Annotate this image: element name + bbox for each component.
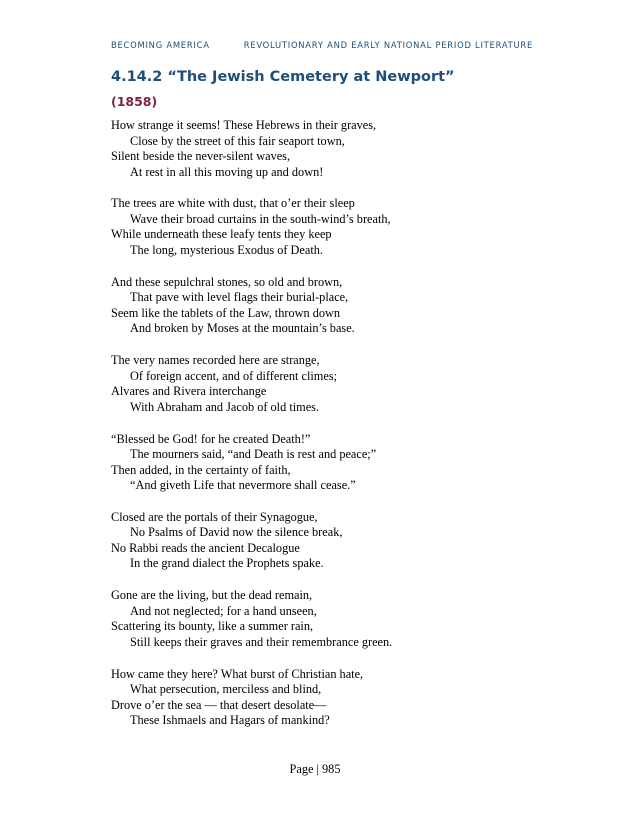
poem-line: Silent beside the never-silent waves,	[111, 149, 291, 163]
poem-line: What persecution, merciless and blind,	[130, 682, 322, 697]
poem-line: Of foreign accent, and of different climes;	[130, 368, 338, 383]
poem-line: Close by the street of this fair seaport town,	[130, 133, 345, 148]
poem-line: At rest in all this moving up and down!	[130, 164, 324, 179]
poem-line: The trees are white with dust, that o’er their sleep	[111, 196, 355, 211]
poem-stanza	[111, 275, 531, 353]
poem-line: Drove o’er the sea — that desert desolate—	[111, 697, 327, 712]
poem-line: No Rabbi reads the ancient Decalogue	[111, 540, 300, 555]
poem-line: That pave with level flags their burial-place,	[130, 290, 349, 305]
poem-line: Scattering its bounty, like a summer rain,	[111, 619, 314, 634]
poem-body	[111, 118, 531, 745]
poem-line: These Ishmaels and Hagars of mankind?	[130, 713, 330, 728]
section-title: 4.14.2 “The Jewish Cemetery at Newport”	[111, 69, 455, 85]
poem-line: With Abraham and Jacob of old times.	[130, 399, 320, 414]
poem-line: In the grand dialect the Prophets spake.	[130, 556, 324, 571]
section-year: (1858)	[111, 94, 158, 109]
poem-line: “Blessed be God! for he created Death!”	[111, 431, 311, 446]
poem-line: Wave their broad curtains in the south-wind’s breath,	[130, 211, 391, 226]
poem-stanza	[111, 353, 531, 431]
poem-line: The mourners said, “and Death is rest and peace;”	[130, 447, 377, 462]
poem-line: Closed are the portals of their Synagogue,	[111, 509, 318, 524]
poem-line: No Psalms of David now the silence break,	[130, 525, 343, 540]
page-number: Page | 985	[289, 762, 341, 776]
poem-stanza	[111, 667, 531, 745]
poem-line: Gone are the living, but the dead remain,	[111, 588, 313, 603]
poem-line: How came they here? What burst of Christian hate,	[111, 666, 364, 681]
poem-line: “And giveth Life that nevermore shall cease.”	[130, 478, 356, 493]
poem-line: Alvares and Rivera interchange	[111, 384, 267, 399]
header-book-title: BECOMING AMERICA	[111, 40, 210, 50]
poem-line: Still keeps their graves and their remembrance green.	[130, 634, 393, 649]
poem-line: And these sepulchral stones, so old and brown,	[111, 274, 343, 289]
poem-stanza	[111, 510, 531, 588]
poem-line: And broken by Moses at the mountain’s base.	[130, 321, 355, 336]
poem-line: Seem like the tablets of the Law, thrown down	[111, 305, 341, 320]
poem-stanza	[111, 196, 531, 274]
running-header	[111, 40, 533, 50]
poem-line: The very names recorded here are strange,	[111, 353, 320, 368]
poem-stanza	[111, 432, 531, 510]
poem-stanza	[111, 588, 531, 666]
poem-line: While underneath these leafy tents they keep	[111, 227, 332, 242]
poem-line: The long, mysterious Exodus of Death.	[130, 242, 323, 257]
header-section-title: REVOLUTIONARY AND EARLY NATIONAL PERIOD LITERATURE	[243, 40, 534, 50]
poem-line: Then added, in the certainty of faith,	[111, 462, 291, 477]
poem-stanza	[111, 118, 531, 196]
poem-line: How strange it seems! These Hebrews in their graves,	[111, 118, 377, 132]
poem-line: And not neglected; for a hand unseen,	[130, 603, 317, 618]
